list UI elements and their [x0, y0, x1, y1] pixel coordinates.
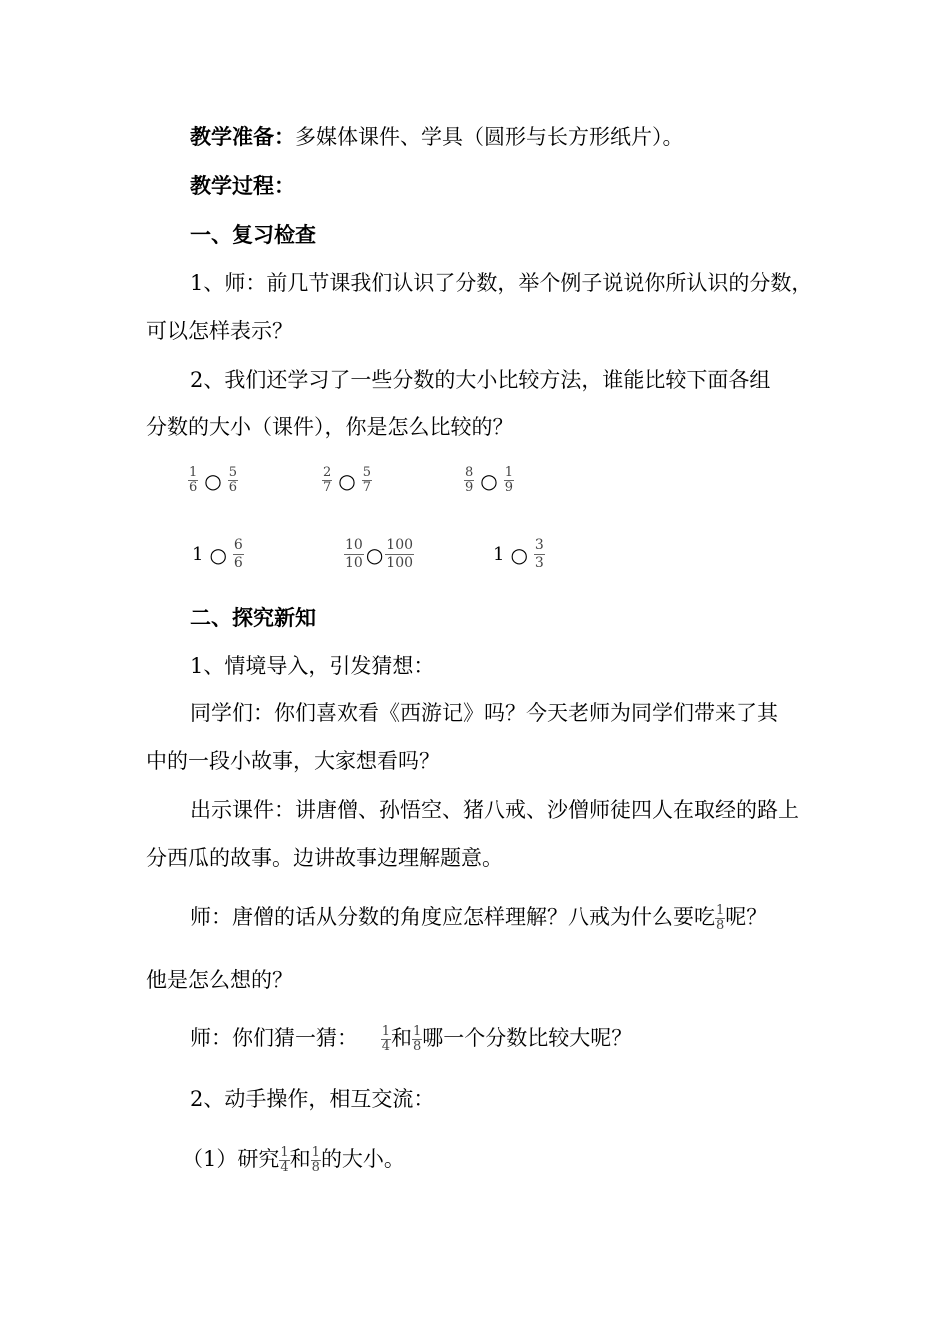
paragraph5-and: 和 [289, 1147, 311, 1171]
paragraph4-suffix: 哪一个分数比较大呢？ [422, 1026, 633, 1050]
comparison-5 [344, 537, 414, 572]
whole-number: 1 [493, 544, 505, 565]
step1-heading: 1、情境导入，引发猜想： [190, 654, 435, 678]
comparison-2 [322, 466, 372, 495]
fraction: $\frac{1}{6}$ [189, 465, 198, 495]
question1-line1: 1、师：前几节课我们认识了分数，举个例子说说你所认识的分数， [190, 271, 813, 295]
paragraph3-text: 师：唐僧的话从分数的角度应怎样理解？八戒为什么要吃 [190, 905, 715, 929]
question1-line2: 可以怎样表示？ [146, 319, 293, 343]
section2-title: 二、探究新知 [190, 605, 316, 630]
fraction: $\frac{100}{100}$ [386, 537, 414, 571]
compare-circle: ○ [480, 468, 498, 493]
paragraph3-line2: 他是怎么想的？ [146, 968, 293, 992]
teaching-prep-text: 多媒体课件、学具（圆形与长方形纸片）。 [295, 125, 684, 149]
paragraph4-and: 和 [390, 1026, 412, 1050]
comparison-4 [192, 537, 244, 572]
step2-heading: 2、动手操作，相互交流： [190, 1087, 435, 1111]
fraction: $\frac{3}{3}$ [534, 537, 544, 571]
fraction: $\frac{6}{6}$ [233, 537, 243, 571]
fraction: $\frac{1}{4}$ [280, 1145, 289, 1175]
compare-circle: ○ [338, 468, 356, 493]
fraction: $\frac{5}{6}$ [228, 465, 238, 495]
paragraph5-line [182, 1144, 405, 1175]
fraction: $\frac{1}{8}$ [412, 1024, 422, 1054]
compare-circle: ○ [204, 468, 222, 493]
comparison-6 [493, 537, 545, 572]
fraction: $\frac{1}{8}$ [311, 1145, 320, 1175]
whole-number: 1 [192, 544, 204, 565]
teaching-prep-label: 教学准备： [190, 124, 295, 149]
paragraph2-line2: 分西瓜的故事。边讲故事边理解题意。 [146, 846, 503, 870]
paragraph3-line1 [190, 902, 767, 933]
paragraph2-line1: 出示课件：讲唐僧、孙悟空、猪八戒、沙僧师徒四人在取经的路上 [190, 798, 799, 822]
compare-circle: ○ [365, 542, 384, 567]
fraction: $\frac{2}{7}$ [323, 465, 332, 495]
teaching-prep-line [190, 122, 684, 152]
paragraph4-line [190, 1023, 632, 1054]
compare-circle: ○ [209, 542, 227, 567]
fraction: $\frac{1}{4}$ [381, 1024, 390, 1054]
question2-line1: 2、我们还学习了一些分数的大小比较方法，谁能比较下面各组 [190, 368, 771, 392]
fraction: $\frac{1}{9}$ [504, 465, 514, 495]
paragraph5-suffix: 的大小。 [320, 1147, 405, 1171]
comparison-3 [464, 466, 514, 495]
paragraph1-line1: 同学们：你们喜欢看《西游记》吗？今天老师为同学们带来了其 [190, 701, 778, 725]
paragraph1-line2: 中的一段小故事，大家想看吗？ [146, 749, 440, 773]
paragraph3-suffix: 呢？ [725, 905, 768, 929]
question2-line2: 分数的大小（课件），你是怎么比较的？ [146, 415, 514, 439]
fraction: $\frac{1}{8}$ [716, 903, 725, 933]
fraction: $\frac{10}{10}$ [345, 537, 363, 571]
compare-circle: ○ [510, 542, 528, 567]
fraction: $\frac{8}{9}$ [465, 465, 474, 495]
paragraph5-text: （1）研究 [182, 1147, 280, 1171]
section1-title: 一、复习检查 [190, 222, 316, 247]
comparison-1 [188, 466, 238, 495]
paragraph4-text: 师：你们猜一猜： [190, 1026, 358, 1050]
teaching-process-title: 教学过程： [190, 173, 295, 198]
fraction: $\frac{5}{7}$ [362, 465, 372, 495]
